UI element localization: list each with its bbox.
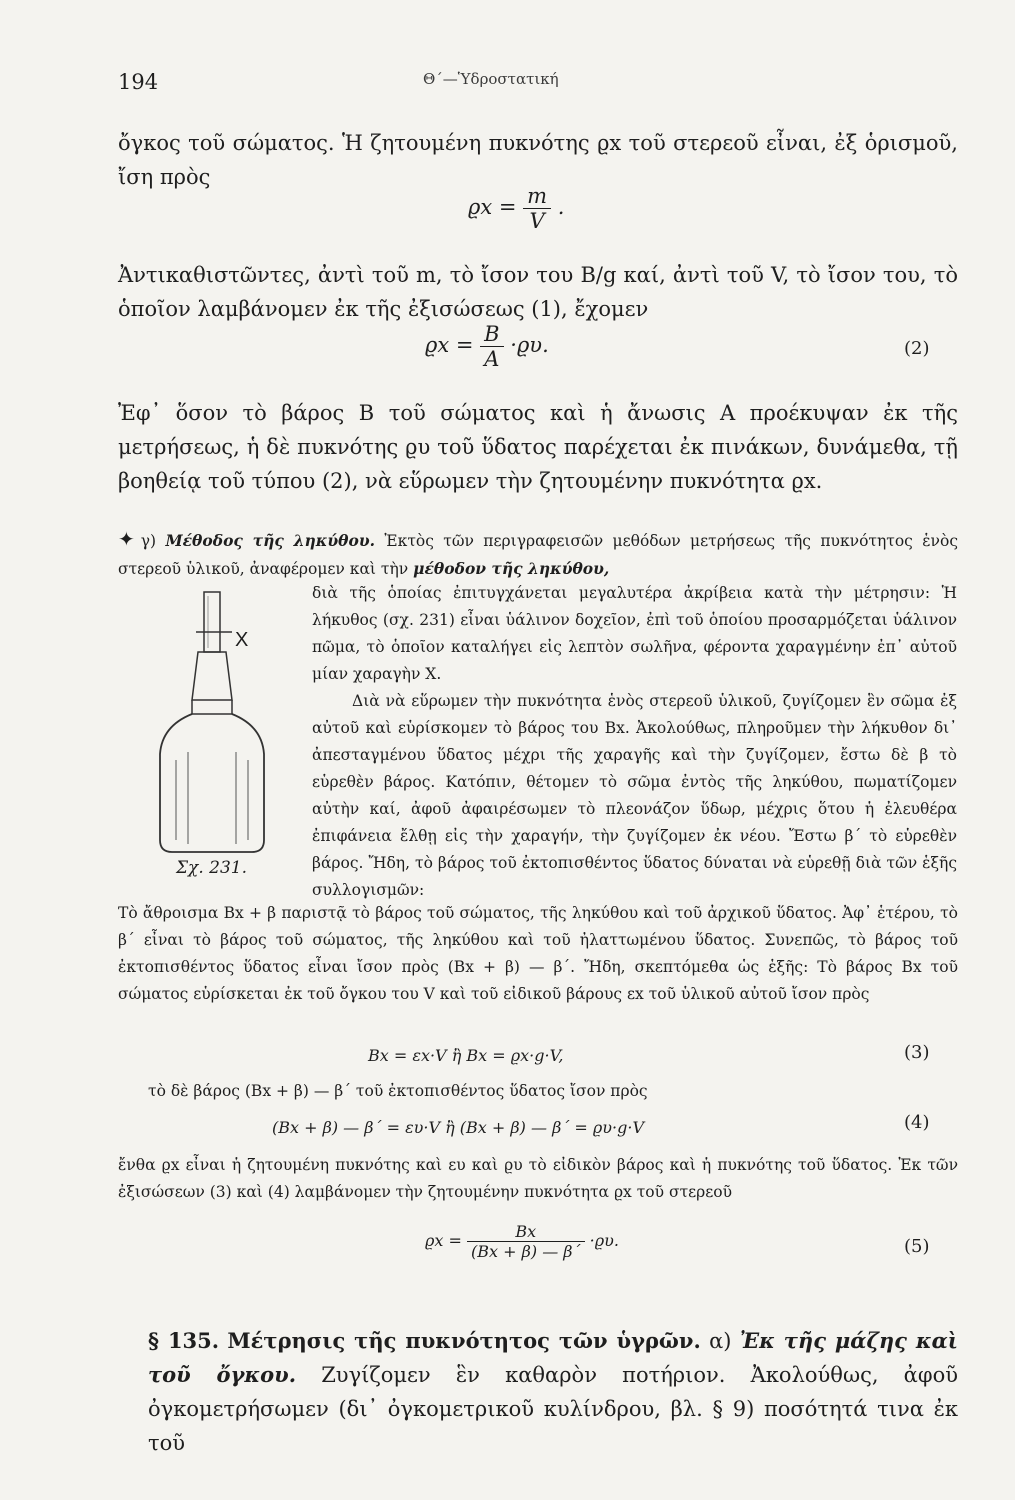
- method-para3: Τὸ ἄθροισμα Bx + β παριστᾷ τὸ βάρος τοῦ σώματος, τῆς ληκύθου καὶ τοῦ ἀρχικοῦ ὕδατος. Ἀφ᾿ ἑτέρου, τὸ β΄ εἶναι τὸ βάρος τοῦ σώματος, τῆς ληκύθου καὶ τοῦ ἠλαττωμένου ὕδατος. Συνεπῶς, τὸ βάρος τοῦ ἐκτοπισθέντος ὕδατος εἶναι ἴσον πρὸς (Bx + β) — β΄. Ἤδη, σκεπτόμεθα ὡς ἑξῆς: Τὸ βάρος Bx τοῦ σώματος εὑρίσκεται ἐκ τοῦ ὄγκου του V καὶ τοῦ εἰδικοῦ βάρους εx τοῦ ὑλικοῦ αὐτοῦ ἴσον πρὸς: [118, 904, 958, 1003]
- page-number: 194: [118, 70, 159, 94]
- section-135: [148, 1324, 958, 1460]
- paragraph-5: ἔνθα ϱx εἶναι ἡ ζητουμένη πυκνότης καὶ ευ καὶ ϱυ τὸ εἰδικὸν βάρος καὶ ἡ πυκνότης τοῦ ὕδατος. Ἐκ τῶν ἐξισώσεων (3) καὶ (4) λαμβάνομεν τὴν ζητουμένην πυκνότητα ϱx τοῦ στερεοῦ: [118, 1156, 958, 1201]
- figure-caption: Σχ. 231.: [176, 858, 247, 878]
- equation-5: [425, 1222, 619, 1261]
- eq5-tail: ·ϱυ.: [589, 1231, 619, 1250]
- method-text: [312, 580, 957, 904]
- star-icon: ✦: [118, 527, 135, 551]
- eq4-number: (4): [904, 1112, 930, 1133]
- flask-figure: [140, 590, 290, 890]
- flask-tube: [204, 592, 220, 652]
- method-para2: Διὰ νὰ εὕρωμεν τὴν πυκνότητα ἑνὸς στερεοῦ ὑλικοῦ, ζυγίζομεν ἓν σῶμα ἐξ αὐτοῦ καὶ εὑρίσκομεν τὸ βάρος του Bx. Ἀκολούθως, πληροῦμεν τὴν λήκυθον δι᾿ ἀπεσταγμένου ὕδατος μέχρι τῆς χαραγῆς καὶ τὴν ζυγίζομεν, ἔστω δὲ β τὸ εὑρεθὲν βάρος. Κατόπιν, θέτομεν τὸ σῶμα ἐντὸς τῆς ληκύθου, πωματίζομεν αὐτὴν καί, ἀφοῦ ἀφαιρέσωμεν τὸ πλεονάζον ὕδωρ, μέχρις ὅτου ἡ ἐλευθέρα ἐπιφάνεια ἔλθῃ εἰς τὴν χαραγήν, τὴν ζυγίζομεν ἐκ νέου. Ἔστω β΄ τὸ εὑρεθὲν βάρος. Ἤδη, τὸ βάρος τοῦ ἐκτοπισθέντος ὕδατος δύναται νὰ εὑρεθῇ διὰ τῶν ἑξῆς συλλογισμῶν:: [312, 692, 957, 899]
- eq5-number: (5): [904, 1236, 930, 1257]
- section-number: § 135.: [148, 1328, 220, 1353]
- eq1-numerator: m: [527, 184, 548, 208]
- method-rest: διὰ τῆς ὁποίας ἐπιτυγχάνεται μεγαλυτέρα ἀκρίβεια κατὰ τὴν μέτρησιν: Ἡ λήκυθος (σχ. 231) εἶναι ὑάλινον δοχεῖον, ἐπὶ τοῦ ὁποίου προσαρμόζεται ὑάλινον πῶμα, τὸ ὁποῖον καταλήγει εἰς λεπτὸν σωλῆνα, φέροντα χαραγμένην ἐπ᾿ αὐτοῦ μίαν χαραγὴν X.: [312, 584, 957, 683]
- eq2-number: (2): [904, 338, 930, 359]
- method-intro: [118, 526, 958, 583]
- flask-neck: [192, 700, 232, 714]
- eq1-lhs: ϱx =: [468, 195, 517, 219]
- eq2-fraction: [480, 322, 503, 371]
- equation-4: (Bx + β) — β΄ = ευ·V ἢ (Bx + β) — β΄ = ϱυ·g·V: [272, 1118, 644, 1137]
- equation-1: [468, 184, 564, 233]
- eq5-lhs: ϱx =: [425, 1231, 462, 1250]
- x-label: X: [235, 629, 249, 651]
- method-intro-text: Ἐκτὸς τῶν περιγραφεισῶν μεθόδων μετρήσεως τῆς πυκνότητος ἑνὸς στερεοῦ ὑλικοῦ, ἀναφέρομεν καὶ τὴν: [118, 532, 958, 578]
- method-title: Μέθοδος τῆς ληκύθου.: [165, 531, 376, 550]
- eq1-denominator: V: [523, 208, 551, 233]
- eq2-lhs: ϱx =: [425, 333, 474, 357]
- equation-2: [425, 322, 549, 371]
- section-sub-title: Ἐκ τῆς μάζης καὶ τοῦ ὄγκου.: [148, 1328, 958, 1387]
- paragraph-4: τὸ δὲ βάρος (Bx + β) — β΄ τοῦ ἐκτοπισθέντος ὕδατος ἴσον πρὸς: [148, 1082, 648, 1100]
- eq5-denominator: (Bx + β) — β΄: [467, 1241, 585, 1261]
- eq2-tail: ·ϱυ.: [510, 333, 549, 357]
- eq5-fraction: [467, 1222, 585, 1261]
- section-title: Μέτρησις τῆς πυκνότητος τῶν ὑγρῶν.: [227, 1328, 701, 1353]
- paragraph-3: Ἐφ᾿ ὅσον τὸ βάρος B τοῦ σώματος καὶ ἡ ἄνωσις A προέκυψαν ἐκ τῆς μετρήσεως, ἡ δὲ πυκνότης ϱυ τοῦ ὕδατος παρέχεται ἐκ πινάκων, δυνάμεθα, τῇ βοηθείᾳ τοῦ τύπου (2), νὰ εὕρωμεν τὴν ζητουμένην πυκνότητα ϱx.: [118, 401, 958, 493]
- eq1-tail: .: [557, 195, 565, 219]
- equation-3: Bx = εx·V ἢ Bx = ϱx·g·V,: [368, 1046, 564, 1065]
- method-label: γ): [140, 532, 157, 550]
- paragraph-1: ὄγκος τοῦ σώματος. Ἡ ζητουμένη πυκνότης ϱx τοῦ στερεοῦ εἶναι, ἐξ ὁρισμοῦ, ἴση πρὸς: [118, 131, 958, 189]
- eq3-number: (3): [904, 1042, 930, 1063]
- eq5-numerator: Bx: [515, 1222, 537, 1241]
- method-emph: μέθοδον τῆς ληκύθου,: [413, 559, 610, 578]
- flask-stopper: [192, 652, 232, 700]
- section-text: Ζυγίζομεν ἓν καθαρὸν ποτήριον. Ἀκολούθως, ἀφοῦ ὀγκομετρήσωμεν (δι᾿ ὀγκομετρικοῦ κυλίνδρου, βλ. § 9) ποσότητά τινα ἐκ τοῦ: [148, 1363, 958, 1455]
- page-header: [118, 70, 955, 100]
- eq2-numerator: B: [484, 322, 500, 346]
- section-sub-label: α): [709, 1329, 732, 1353]
- paragraph-2: Ἀντικαθιστῶντες, ἀντὶ τοῦ m, τὸ ἴσον του B/g καί, ἀντὶ τοῦ V, τὸ ἴσον του, τὸ ὁποῖον λαμβάνομεν ἐκ τῆς ἐξισώσεως (1), ἔχομεν: [118, 263, 958, 321]
- eq1-fraction: [523, 184, 551, 233]
- running-head: Θ΄—Ὑδροστατική: [423, 70, 559, 88]
- eq2-denominator: A: [480, 346, 503, 371]
